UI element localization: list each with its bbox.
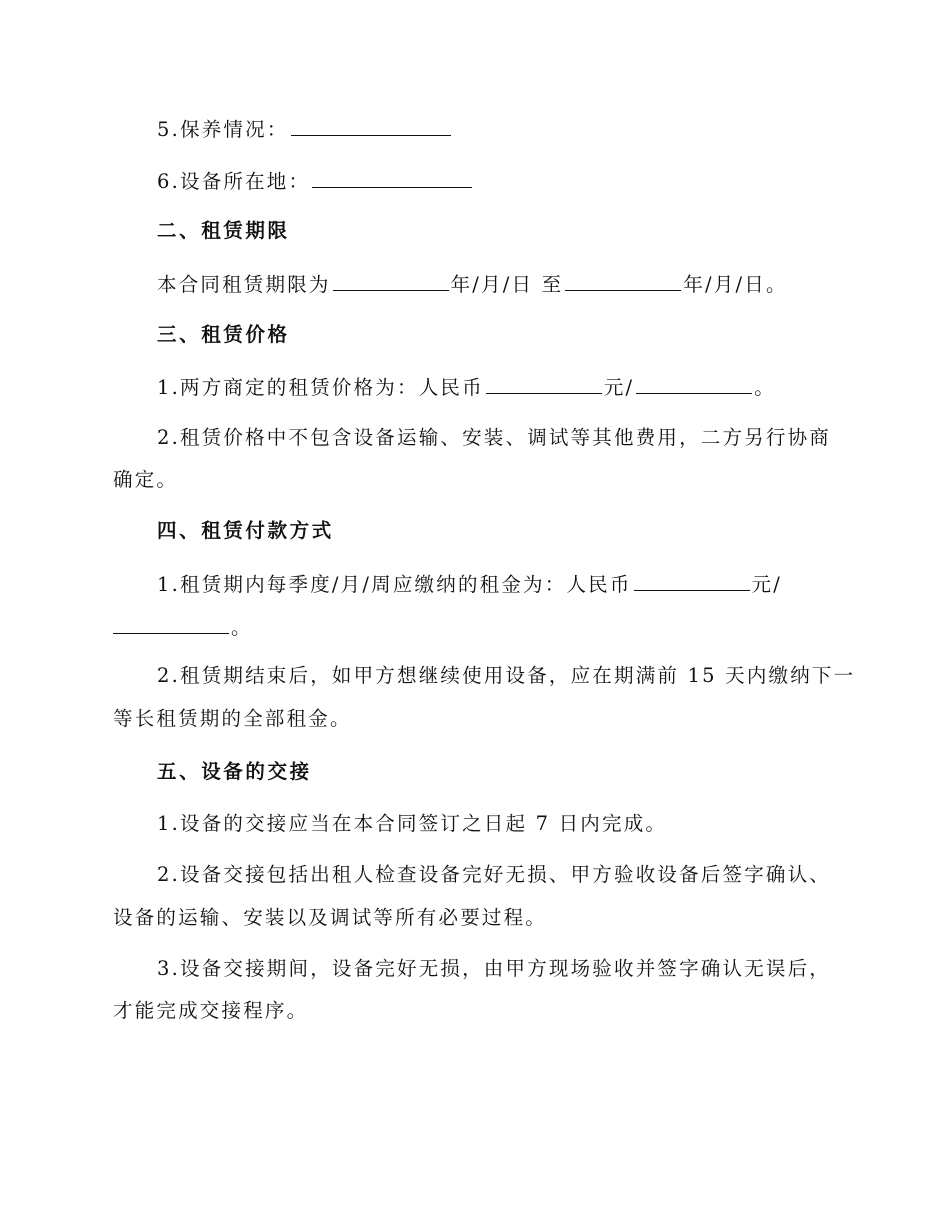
handover-item1: 1.设备的交接应当在本合同签订之日起 7 日内完成。 (157, 812, 668, 835)
handover-item2-line2: 设备的运输、安装以及调试等所有必要过程。 (113, 906, 548, 929)
lease-price-item1-text-b: 元/ (603, 376, 635, 399)
lease-start-year-blank[interactable] (333, 271, 449, 291)
lease-end-year-blank[interactable] (565, 271, 681, 291)
lease-price-item1-text-a: 1.两方商定的租赁价格为：人民币 (157, 376, 484, 399)
lease-term-line (157, 271, 788, 297)
maintenance-status-blank[interactable] (291, 116, 451, 136)
handover-item2-line1: 2.设备交接包括出租人检查设备完好无损、甲方验收设备后签字确认、 (157, 863, 832, 886)
handover-item3-line1: 3.设备交接期间，设备完好无损，由甲方现场验收并签字确认无误后， (157, 957, 832, 980)
equipment-location-line (157, 168, 474, 194)
lease-term-text-b: 年/月/日 至 (450, 273, 564, 296)
payment-item1-line1 (157, 571, 782, 597)
lease-price-amount-blank[interactable] (486, 374, 602, 394)
payment-amount-blank[interactable] (634, 571, 750, 591)
payment-unit-blank[interactable] (113, 614, 229, 634)
payment-item1-line2 (113, 614, 253, 640)
maintenance-status-line (157, 116, 453, 142)
lease-term-heading: 二、租赁期限 (157, 219, 290, 242)
handover-heading: 五、设备的交接 (157, 760, 312, 783)
equipment-location-blank[interactable] (312, 168, 472, 188)
lease-price-unit-blank[interactable] (636, 374, 752, 394)
payment-item2-line1: 2.租赁期结束后，如甲方想继续使用设备，应在期满前 15 天内缴纳下一 (157, 664, 856, 687)
lease-price-item1-text-c: 。 (754, 376, 776, 399)
lease-term-text-a: 本合同租赁期限为 (157, 273, 331, 296)
payment-item1-text-c: 。 (231, 616, 253, 639)
lease-price-heading: 三、租赁价格 (157, 323, 290, 346)
handover-item3-line2: 才能完成交接程序。 (113, 999, 309, 1022)
payment-method-heading: 四、租赁付款方式 (157, 519, 334, 542)
lease-price-item1 (157, 374, 776, 400)
payment-item1-text-a: 1.租赁期内每季度/月/周应缴纳的租金为：人民币 (157, 573, 632, 596)
maintenance-status-label: 5.保养情况： (157, 118, 289, 141)
payment-item2-line2: 等长租赁期的全部租金。 (113, 707, 352, 730)
lease-price-item2-line2: 确定。 (113, 468, 179, 491)
payment-item1-text-b: 元/ (751, 573, 783, 596)
lease-price-item2-line1: 2.租赁价格中不包含设备运输、安装、调试等其他费用，二方另行协商 (157, 426, 832, 449)
equipment-location-label: 6.设备所在地： (157, 170, 311, 193)
lease-term-text-c: 年/月/日。 (683, 273, 788, 296)
